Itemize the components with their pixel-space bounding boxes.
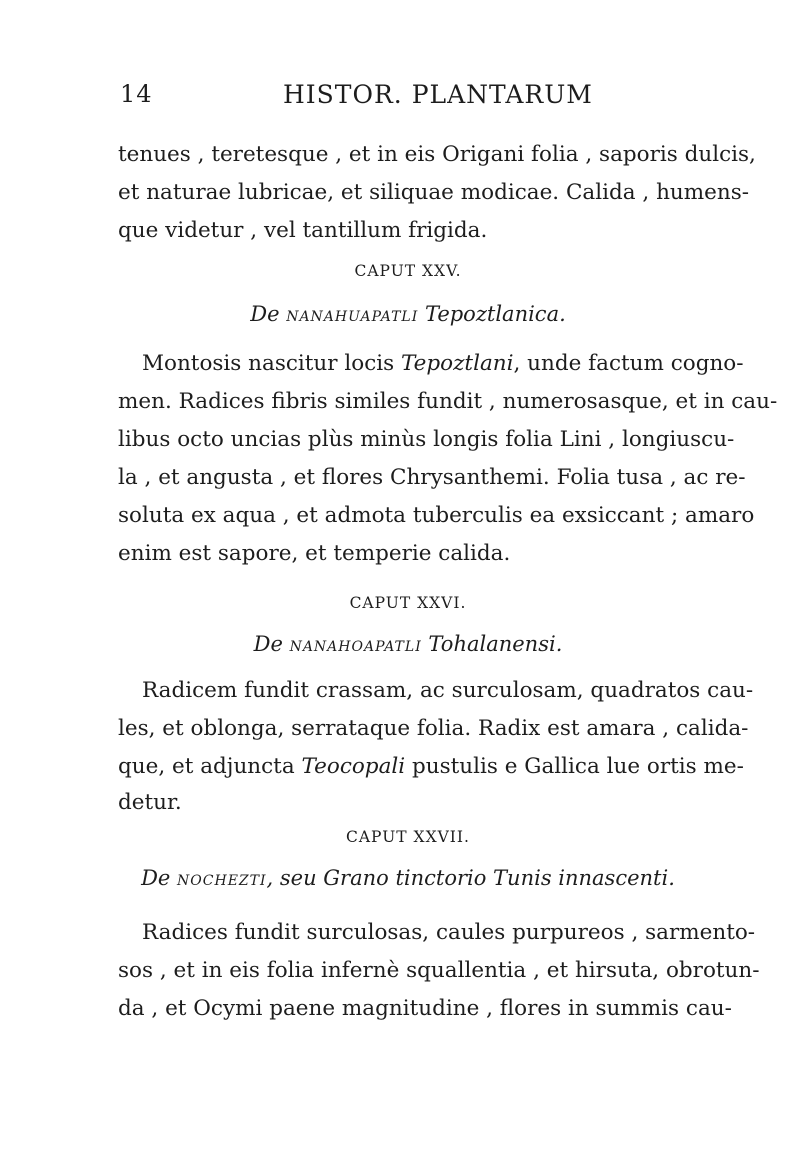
heading-rest: , seu Grano tinctorio Tunis innascenti. bbox=[266, 866, 675, 890]
text-line: que, et adjuncta Teocopali pustulis e Gallica lue ortis me- bbox=[118, 754, 744, 779]
text-line: sos , et in eis folia infernè squallentia , et hirsuta, obrotun- bbox=[118, 958, 760, 983]
text-line: libus octo uncias plùs minùs longis folia Lini , longiuscu- bbox=[118, 427, 735, 452]
running-title: HISTOR. PLANTARUM bbox=[283, 80, 593, 109]
text-line: men. Radices fibris similes fundit , numerosasque, et in cau- bbox=[118, 389, 778, 414]
heading-rest: Tohalanensi. bbox=[428, 632, 563, 656]
heading-plant-name: NOCHEZTI bbox=[177, 873, 267, 889]
heading-rest: Tepoztlanica. bbox=[424, 302, 566, 326]
text-line: que videtur , vel tantillum frigida. bbox=[118, 218, 488, 243]
heading-plant-name: NANAHOAPATLI bbox=[289, 639, 422, 655]
text-line: la , et angusta , et flores Chrysanthemi. Folia tusa , ac re- bbox=[118, 465, 746, 490]
chapter-number: CAPUT XXVI. bbox=[349, 594, 467, 612]
chapter-heading bbox=[118, 866, 698, 890]
heading-de: De bbox=[253, 632, 283, 656]
running-head bbox=[0, 80, 800, 116]
chapter-heading bbox=[118, 632, 698, 656]
text-line: et naturae lubricae, et siliquae modicae. Calida , humens- bbox=[118, 180, 750, 205]
chapter-number: CAPUT XXV. bbox=[354, 262, 462, 280]
heading-plant-name: NANAHUAPATLI bbox=[286, 309, 419, 325]
text-line: detur. bbox=[118, 790, 182, 815]
chapter-number: CAPUT XXVII. bbox=[346, 828, 470, 846]
text-line: Radicem fundit crassam, ac surculosam, quadratos cau- bbox=[142, 678, 754, 703]
page-number: 14 bbox=[120, 80, 153, 108]
heading-de: De bbox=[250, 302, 280, 326]
text-line: enim est sapore, et temperie calida. bbox=[118, 541, 511, 566]
text-line: Radices fundit surculosas, caules purpureos , sarmento- bbox=[142, 920, 756, 945]
text-line: tenues , teretesque , et in eis Origani folia , saporis dulcis, bbox=[118, 142, 756, 167]
text-line: da , et Ocymi paene magnitudine , flores in summis cau- bbox=[118, 996, 732, 1021]
chapter-heading bbox=[118, 302, 698, 326]
heading-de: De bbox=[141, 866, 171, 890]
text-line: les, et oblonga, serrataque folia. Radix est amara , calida- bbox=[118, 716, 749, 741]
text-line: soluta ex aqua , et admota tuberculis ea exsiccant ; amaro bbox=[118, 503, 755, 528]
text-line: Montosis nascitur locis Tepoztlani, unde factum cogno- bbox=[142, 351, 744, 376]
